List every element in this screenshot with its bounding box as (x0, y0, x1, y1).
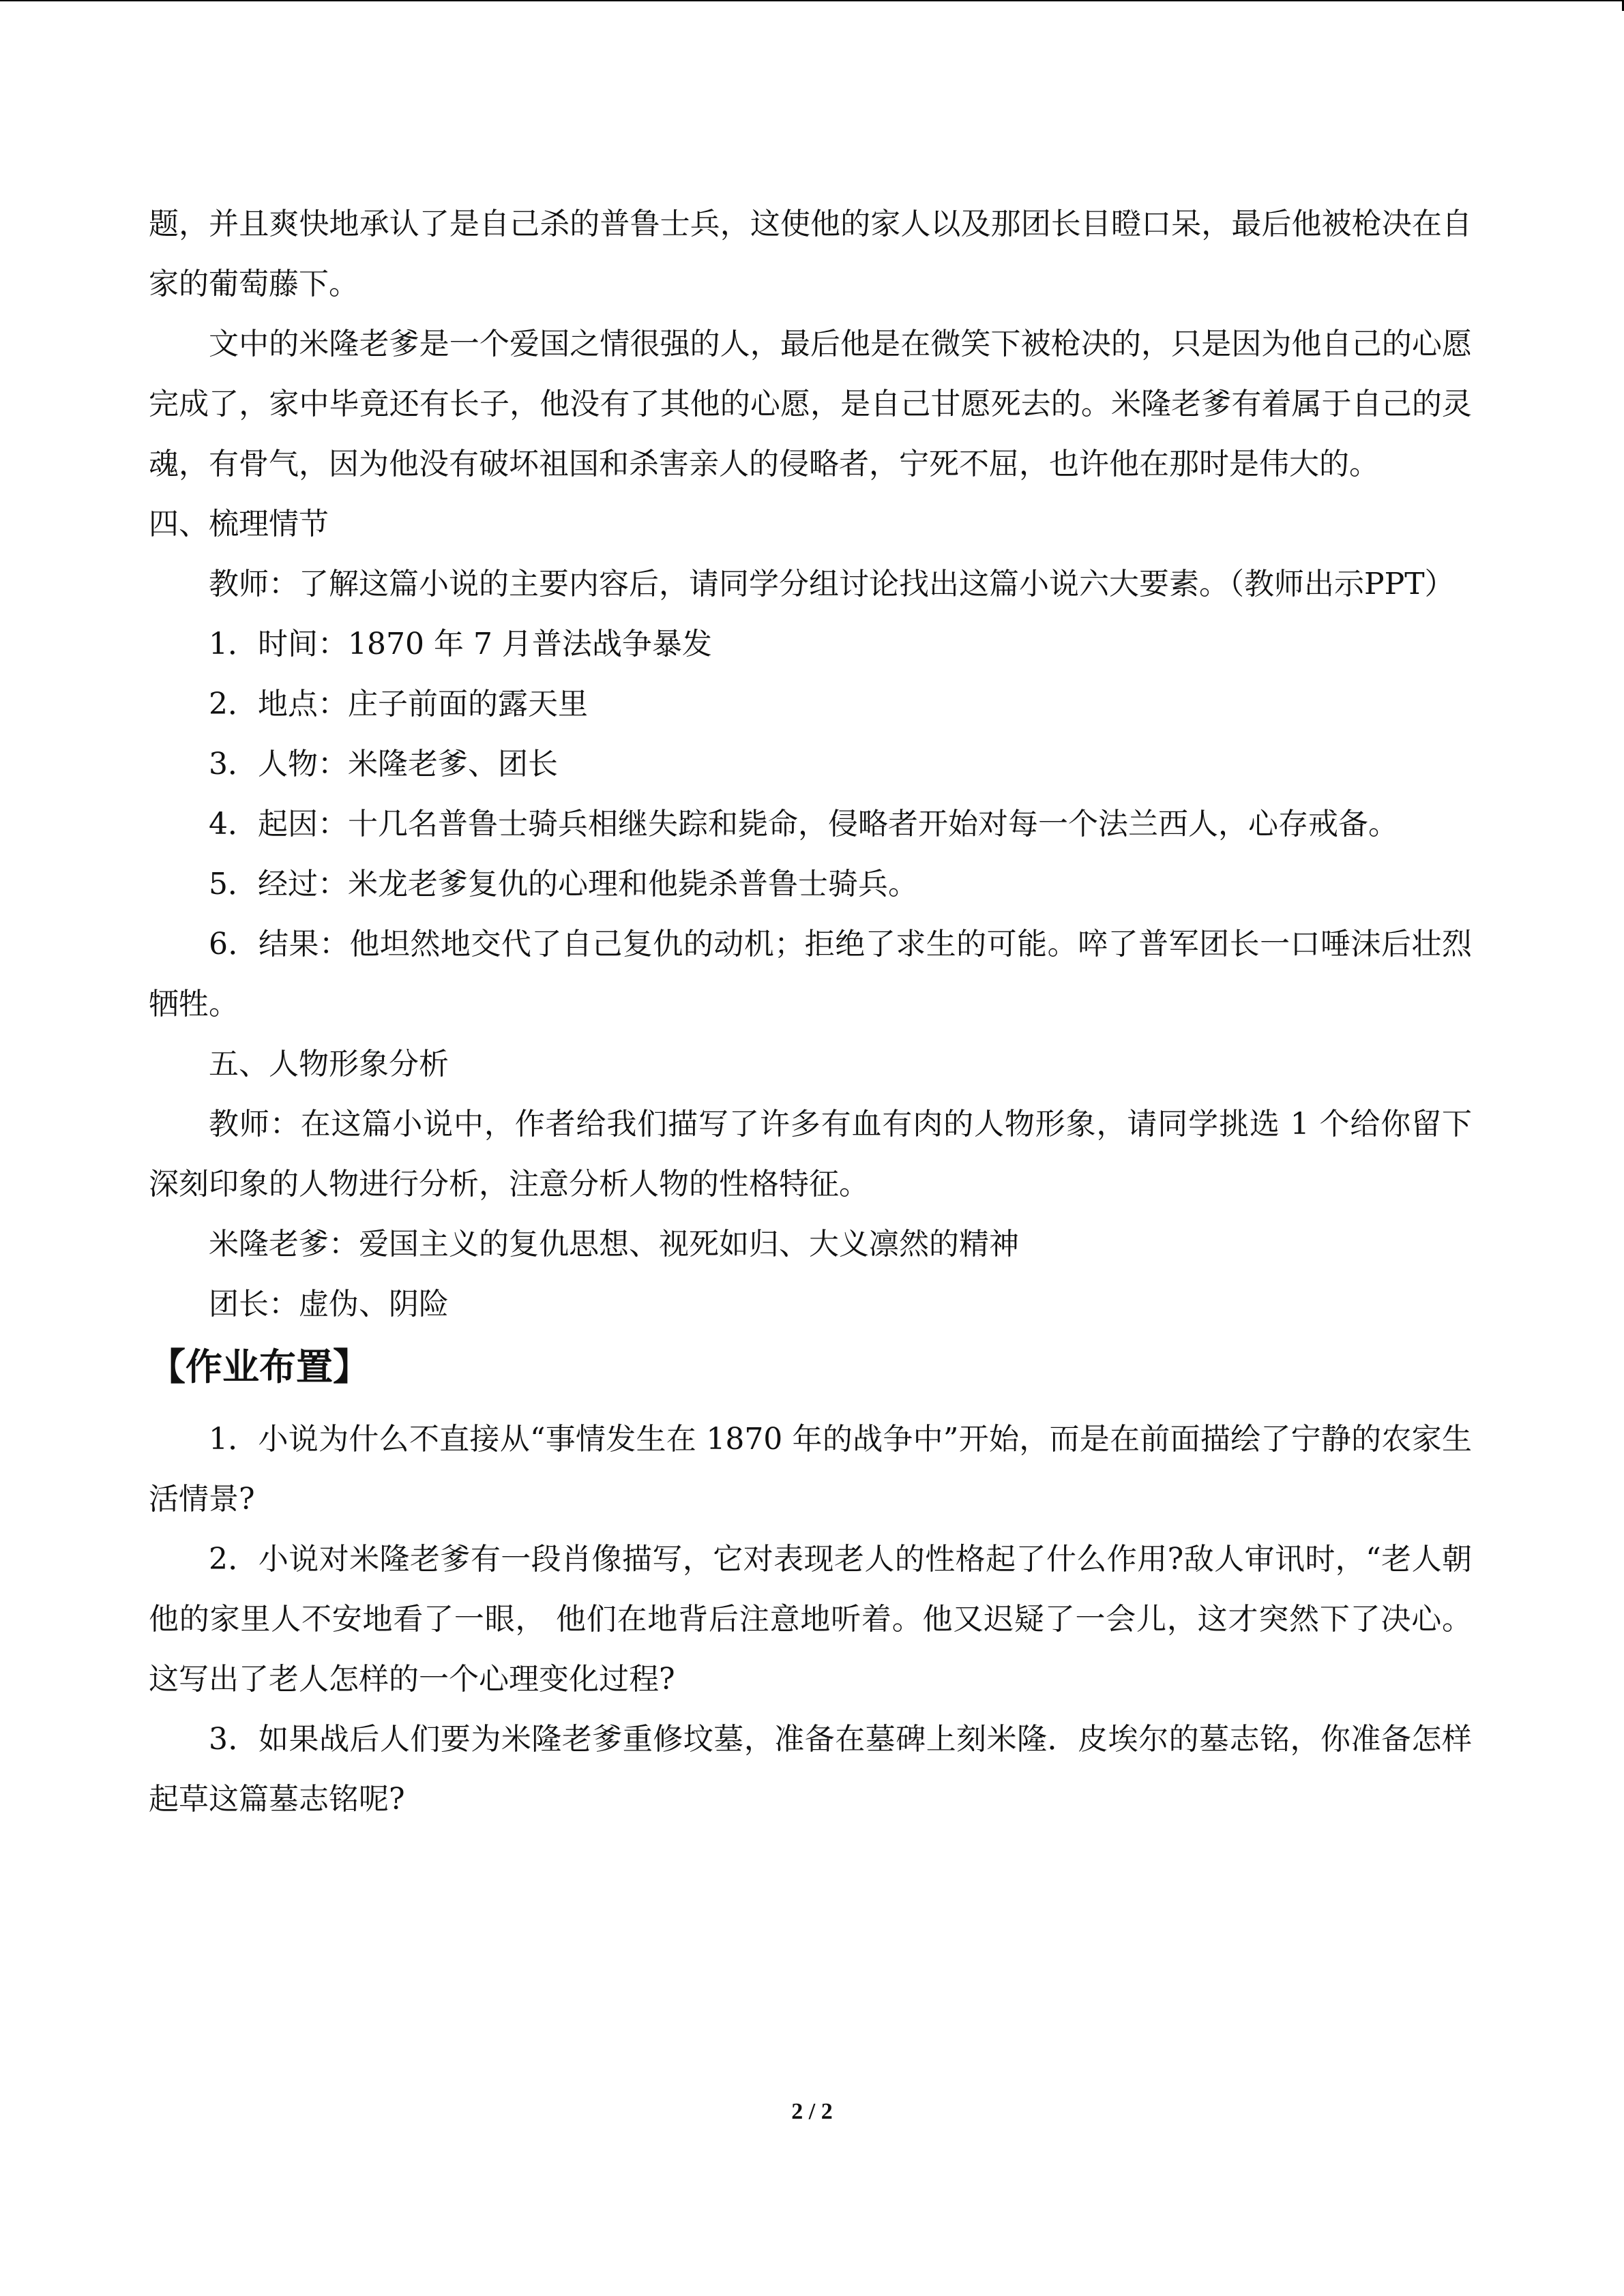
paragraph-analysis: 文中的米隆老爹是一个爱国之情很强的人，最后他是在微笑下被枪决的，只是因为他自己的心愿完成了，家中毕竟还有长子，他没有了其他的心愿，是自己甘愿死去的。米隆老爹有着属于自己的灵魂，有骨气，因为他没有破坏祖国和杀害亲人的侵略者，宁死不屈，也许他在那时是伟大的。 (149, 327, 1472, 481)
homework-item-2: 2．小说对米隆老爹有一段肖像描写，它对表现老人的性格起了什么作用?敌人审讯时，“老人朝他的家里人不安地看了一眼， 他们在地背后注意地听着。他又迟疑了一会儿，这才突然下了决心。这写出了老人怎样的一个心理变化过程? (149, 1542, 1472, 1697)
element-development: 5．经过：米龙老爹复仇的心理和他毙杀普鲁士骑兵。 (209, 867, 918, 901)
section-heading-characters: 五、人物形象分析 (209, 1047, 449, 1082)
page-number: 2 / 2 (791, 2099, 833, 2124)
homework-item-3: 3．如果战后人们要为米隆老爹重修坟墓，准备在墓碑上刻米隆．皮埃尔的墓志铭，你准备怎样起草这篇墓志铭呢? (149, 1722, 1472, 1817)
element-cause: 4．起因：十几名普鲁士骑兵相继失踪和毙命，侵略者开始对每一个法兰西人，心存戒备。 (209, 807, 1398, 841)
element-place: 2．地点：庄子前面的露天里 (209, 687, 588, 721)
homework-heading: 【作业布置】 (149, 1345, 370, 1388)
homework-item-1: 1．小说为什么不直接从“事情发生在 1870 年的战争中”开始，而是在前面描绘了宁静的农家生活情景? (149, 1422, 1472, 1517)
element-time: 1．时间：1870 年 7 月普法战争暴发 (209, 627, 712, 661)
page-body (149, 194, 1472, 1830)
section-heading-plot: 四、梳理情节 (149, 507, 329, 541)
element-result: 6．结果：他坦然地交代了自己复仇的动机；拒绝了求生的可能。啐了普军团长一口唾沫后壮烈牺牲。 (149, 927, 1472, 1022)
paragraph-continuation: 题，并且爽快地承认了是自己杀的普鲁士兵，这使他的家人以及那团长目瞪口呆，最后他被枪决在自家的葡萄藤下。 (149, 207, 1472, 301)
element-characters: 3．人物：米隆老爹、团长 (209, 747, 558, 781)
paragraph-teacher-instruction: 教师：了解这篇小说的主要内容后，请同学分组讨论找出这篇小说六大要素。（教师出示PPT） (209, 567, 1455, 601)
character-colonel: 团长：虚伪、阴险 (209, 1287, 449, 1322)
character-milon: 米隆老爹：爱国主义的复仇思想、视死如归、大义凛然的精神 (209, 1227, 1019, 1262)
paragraph-teacher-character-task: 教师：在这篇小说中，作者给我们描写了许多有血有肉的人物形象，请同学挑选 1 个给你留下深刻印象的人物进行分析，注意分析人物的性格特征。 (149, 1107, 1472, 1202)
top-border-line (0, 0, 1624, 1)
